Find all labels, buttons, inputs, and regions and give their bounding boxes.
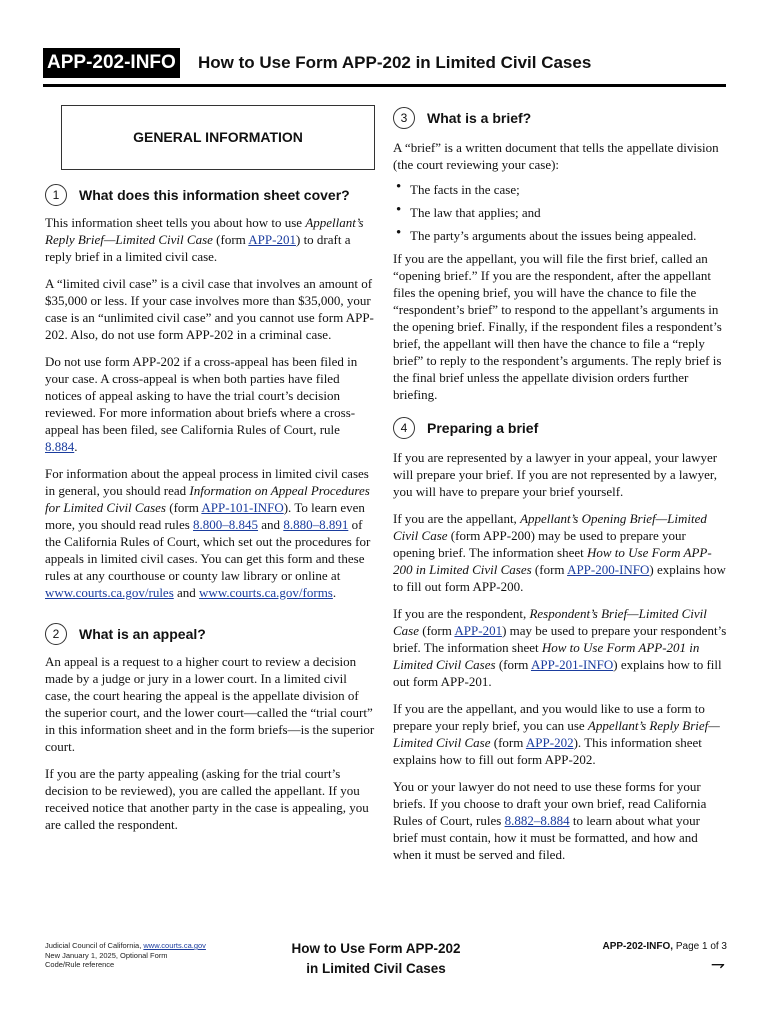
section-1-paragraph-1: This information sheet tells you about how to use Appellant’s Reply Brief—Limited Civil Case (form APP-201) to draft a reply brief in a limited civil case.	[45, 215, 364, 264]
rules-8882-8884-link[interactable]: 8.882–8.884	[504, 813, 570, 828]
rule-8884-link[interactable]: 8.884	[45, 439, 75, 454]
footer-page-number: APP-202-INFO, Page 1 of 3	[602, 941, 727, 952]
section-3-intro: A “brief” is a written document that tells the appellate division (the court reviewing your case):	[393, 140, 719, 172]
section-1-paragraph-2: A “limited civil case” is a civil case that involves an amount of $35,000 or less. If your case involves more than $35,000, your case is an “unlimited civil case” and you cannot use form APP-202. Also, do not use form APP-202 in a criminal case.	[45, 276, 374, 342]
section-1-heading	[45, 184, 375, 206]
app-201-link[interactable]: APP-201	[454, 623, 503, 638]
rules-8880-8891-link[interactable]: 8.880–8.891	[283, 517, 349, 532]
courts-forms-link[interactable]: www.courts.ca.gov/forms	[199, 585, 333, 600]
general-information-box: GENERAL INFORMATION	[61, 105, 375, 170]
section-2-paragraph-2: If you are the party appealing (asking for the trial court’s decision to be reviewed), you are called the appellant. If you received notice that another party in the case is appealing, you are called the respondent.	[45, 766, 369, 832]
section-4-paragraph-3: If you are the respondent, Respondent’s Brief—Limited Civil Case (form APP-201) may be used to prepare your respondent’s brief. The information sheet How to Use Form APP-201 in Limited Civil Cases (form APP-201-INFO) explains how to fill out form APP-201.	[393, 606, 727, 689]
page-header	[43, 48, 726, 90]
section-1-paragraph-3: Do not use form APP-202 if a cross-appeal has been filed in your case. A cross-appeal is when both parties have filed notices of appeal asking to have the trial court’s decision reviewed. For more information about briefs where a cross-appeal has been filed, see California Rules of Court, rule 8.884.	[45, 354, 358, 454]
app-201-info-link[interactable]: APP-201-INFO	[530, 657, 614, 672]
section-4-paragraph-5: You or your lawyer do not need to use these forms for your briefs. If you choose to draft your own brief, read California Rules of Court, rules 8.882–8.884 to learn about what your brief must contain, how it must be formatted, and how and when it must be served and filed.	[393, 779, 707, 862]
footer-title: How to Use Form APP-202 in Limited Civil Cases	[291, 941, 461, 976]
section-4-paragraph-2: If you are the appellant, Appellant’s Opening Brief—Limited Civil Case (form APP-200) may be used to prepare your opening brief. The information sheet How to Use Form APP-200 in Limited Civil Cases (form APP-200-INFO) explains how to fill out form APP-200.	[393, 511, 726, 594]
form-id-tag: APP-202-INFO	[43, 48, 180, 78]
section-number-badge: 1	[45, 184, 67, 206]
app-200-info-link[interactable]: APP-200-INFO	[567, 562, 650, 577]
courts-rules-link[interactable]: www.courts.ca.gov/rules	[45, 585, 174, 600]
app-202-link[interactable]: APP-202	[525, 735, 574, 750]
section-number-badge: 4	[393, 417, 415, 439]
app-101-info-link[interactable]: APP-101-INFO	[201, 500, 284, 515]
section-4-heading	[393, 417, 727, 439]
list-item: • The facts in the case;	[393, 181, 727, 198]
list-item: • The law that applies; and	[393, 204, 727, 221]
rules-8800-8845-link[interactable]: 8.800–8.845	[193, 517, 259, 532]
right-arrow-icon[interactable]: ⇁	[710, 955, 725, 975]
document-title: How to Use Form APP-202 in Limited Civil Cases	[198, 53, 592, 72]
brief-contents-list	[393, 181, 727, 244]
left-column	[45, 105, 375, 833]
section-3-title: What is a brief?	[427, 109, 532, 126]
section-number-badge: 2	[45, 623, 67, 645]
section-number-badge: 3	[393, 107, 415, 129]
section-3-heading	[393, 107, 727, 129]
right-column	[393, 105, 727, 863]
section-1-paragraph-4: For information about the appeal process in limited civil cases in general, you should read Information on Appeal Procedures for Limited Civil Cases (form APP-101-INFO). To learn even more, you should read rules 8.800–8.845 and 8.880–8.891 of the California Rules of Court, which set out the procedures for appeals in limited civil cases. You can get this form and these rules at any courthouse or county law library or online at www.courts.ca.gov/rules and www.courts.ca.gov/forms.	[45, 466, 371, 600]
list-item: • The party’s arguments about the issues being appealed.	[393, 227, 727, 244]
section-4-title: Preparing a brief	[427, 419, 539, 436]
app-201-link[interactable]: APP-201	[248, 232, 296, 247]
page-footer	[45, 937, 727, 987]
section-2-title: What is an appeal?	[79, 625, 206, 642]
section-2-heading	[45, 623, 375, 645]
section-4-paragraph-1: If you are represented by a lawyer in your appeal, your lawyer will prepare your brief. If you are not represented by a lawyer, you will have to prepare your brief yourself.	[393, 450, 718, 499]
section-2-paragraph-1: An appeal is a request to a higher court to review a decision made by a judge or jury in a lower court. In a limited civil case, the court hearing the appeal is the appellate division of the superior court, and the lower court—called the “trial court” in this information sheet and in the form briefs—is the superior court.	[45, 654, 375, 754]
section-3-paragraph-1: If you are the appellant, you will file the first brief, called an “opening brief.” If you are the respondent, after the appellant files the opening brief, you will have the chance to file the “respondent’s brief” to respond to the appellant’s arguments in the opening brief. Finally, if the respondent files a respondent’s brief, the appellant will then have the chance to file a “reply brief” to reply to the respondent’s arguments. The reply brief is the final brief unless the appellate division orders further briefing.	[393, 251, 722, 402]
section-1-title: What does this information sheet cover?	[79, 186, 350, 203]
header-divider	[43, 84, 726, 87]
section-4-paragraph-4: If you are the appellant, and you would like to use a form to prepare your reply brief, you can use Appellant’s Reply Brief—Limited Civil Case (form APP-202). This information sheet explains how to fill out form APP-202.	[393, 701, 720, 767]
courts-site-link[interactable]: www.courts.ca.gov	[143, 941, 206, 950]
footer-publisher-info: Judicial Council of California, www.courts.ca.gov New January 1, 2025, Optional Form Code/Rule reference	[45, 941, 206, 969]
